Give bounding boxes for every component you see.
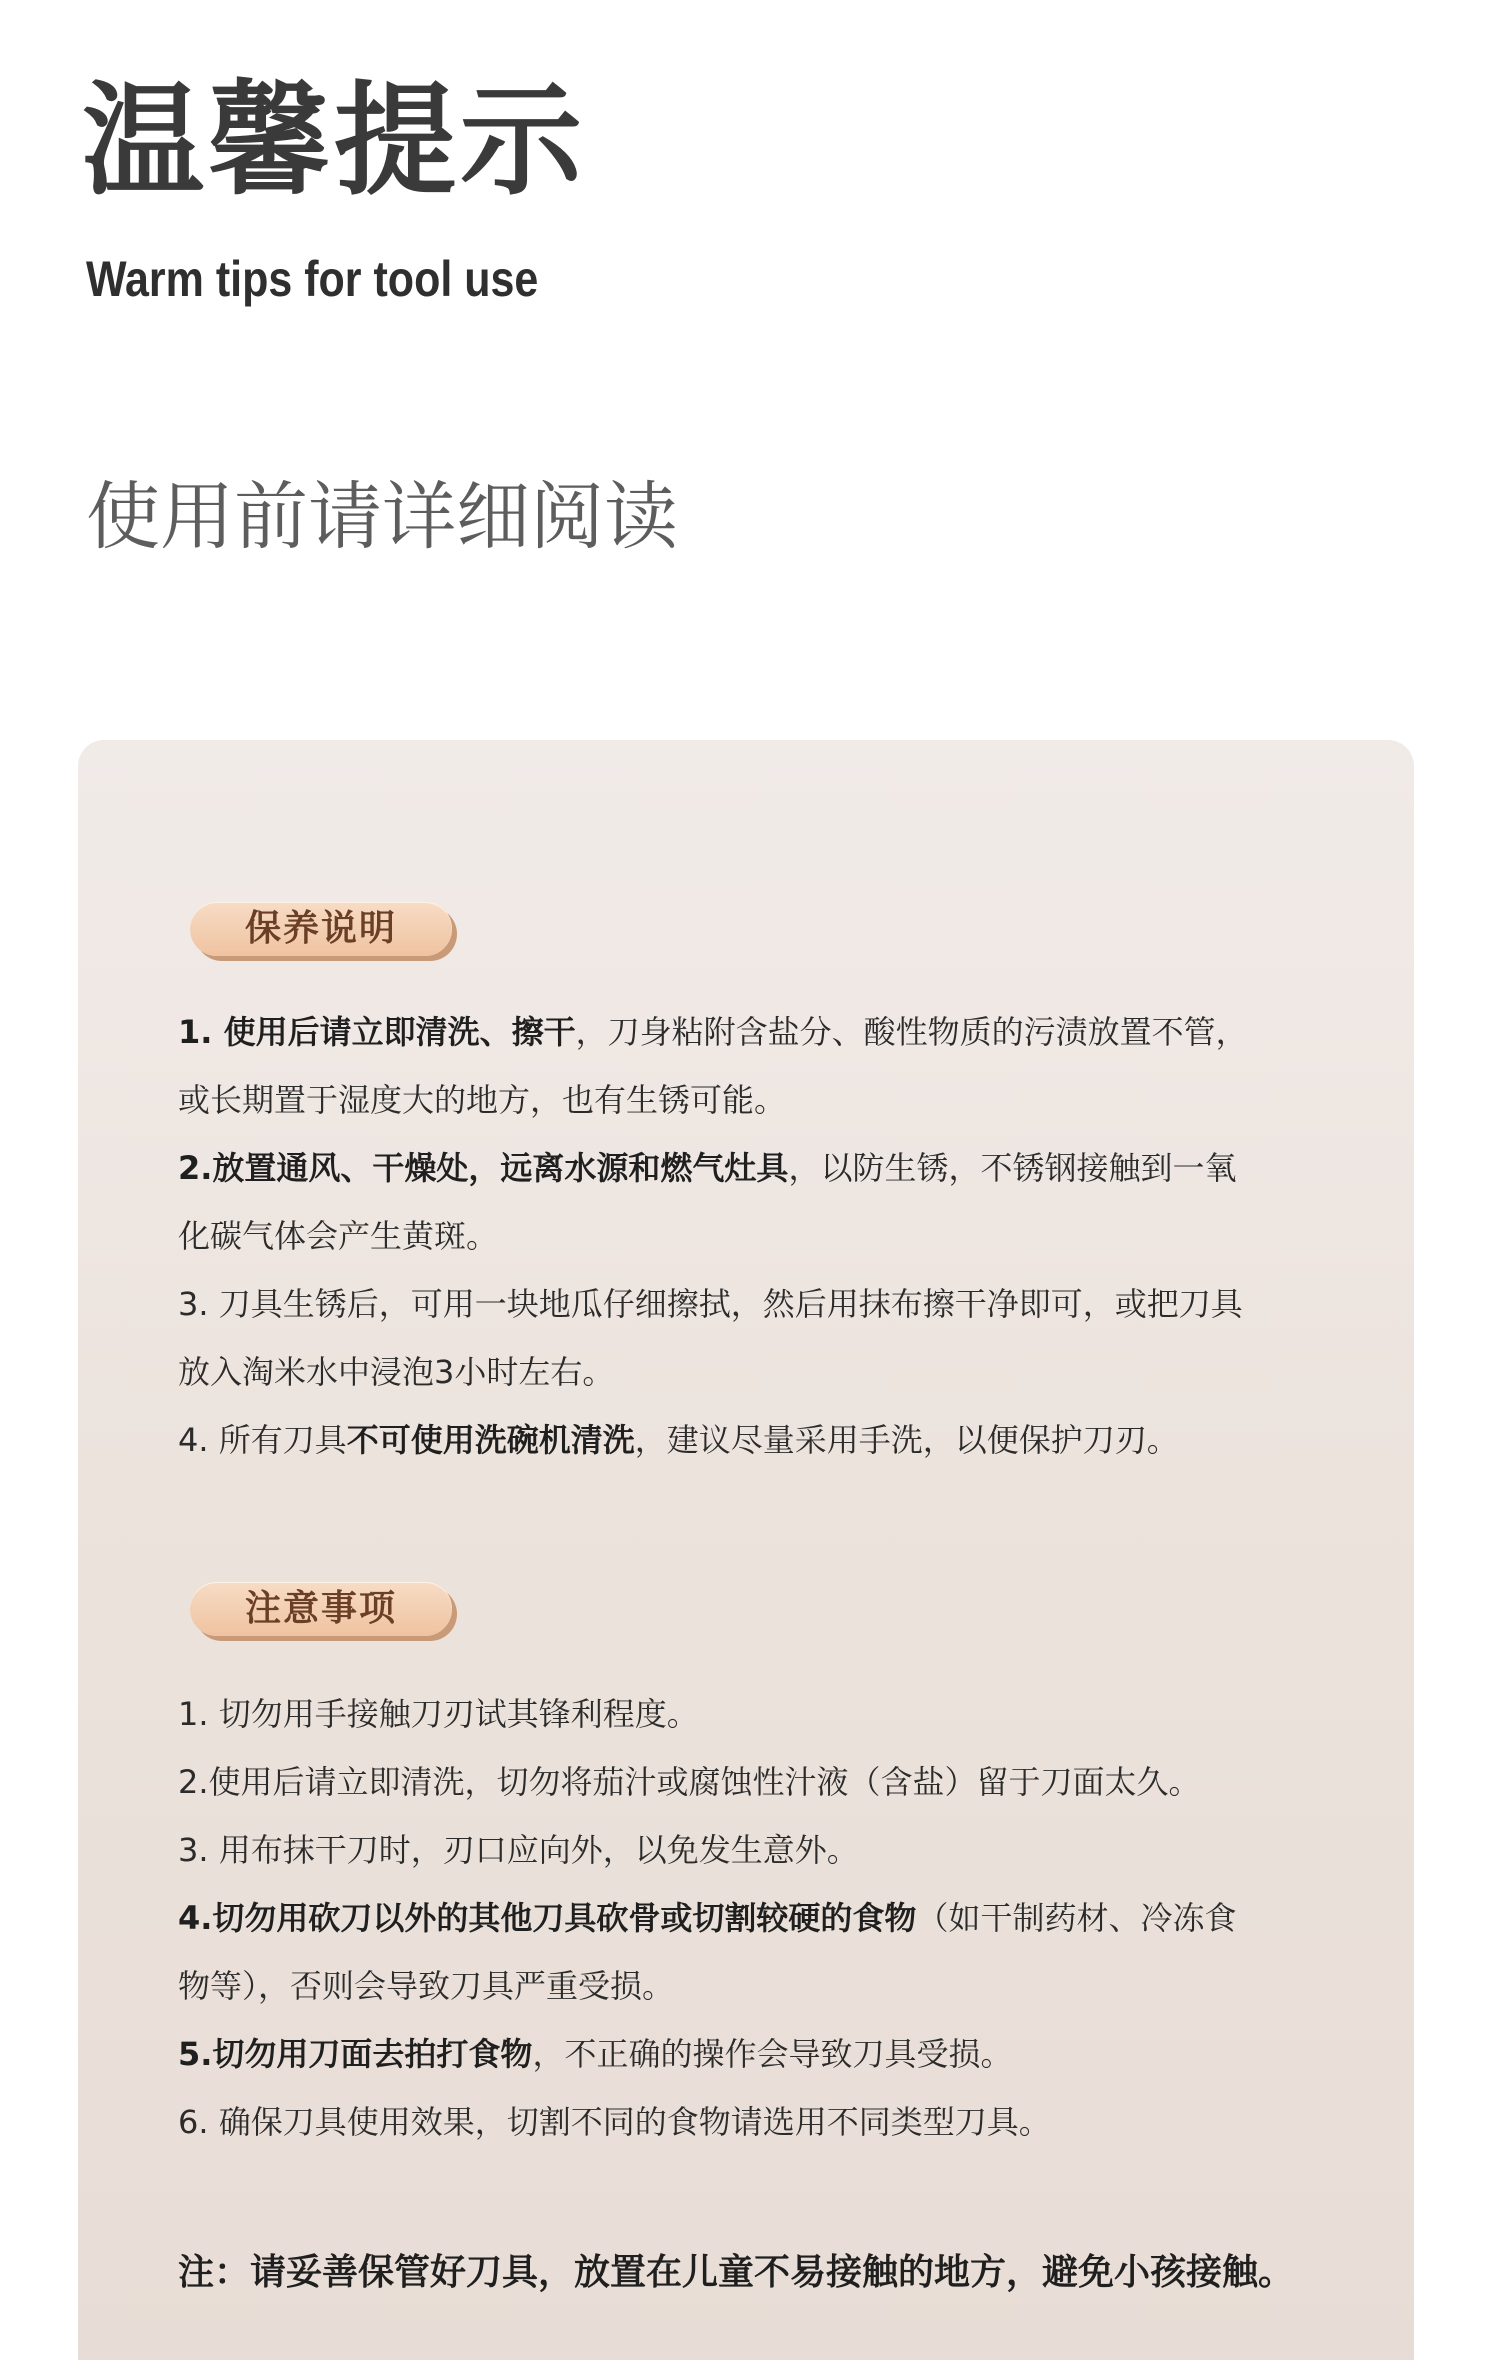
list-item: 或长期置于湿度大的地方，也有生锈可能。 <box>178 1081 787 1119</box>
cautions-label: 注意事项 <box>190 1582 452 1636</box>
list-item: 4. 所有刀具不可使用洗碗机清洗，建议尽量采用手洗，以便保护刀刃。 <box>178 1421 1179 1459</box>
maintenance-list <box>178 998 1378 1474</box>
list-item: 物等），否则会导致刀具严重受损。 <box>178 1967 675 2005</box>
cautions-list <box>178 1680 1378 2156</box>
list-item: 5.切勿用刀面去拍打食物，不正确的操作会导致刀具受损。 <box>178 2035 1013 2073</box>
read-before-use-note: 使用前请详细阅读 <box>86 474 678 560</box>
footer-note: 注：请妥善保管好刀具，放置在儿童不易接触的地方，避免小孩接触。 <box>178 2252 1295 2293</box>
page-title: 温馨提示 <box>82 70 586 212</box>
list-item: 化碳气体会产生黄斑。 <box>178 1217 499 1255</box>
tips-panel <box>78 740 1414 2360</box>
list-item: 1. 使用后请立即清洗、擦干，刀身粘附含盐分、酸性物质的污渍放置不管， <box>178 1013 1248 1051</box>
list-item: 3. 用布抹干刀时，刃口应向外，以免发生意外。 <box>178 1831 859 1869</box>
maintenance-label: 保养说明 <box>190 902 452 956</box>
list-item: 6. 确保刀具使用效果，切割不同的食物请选用不同类型刀具。 <box>178 2103 1051 2141</box>
list-item: 4.切勿用砍刀以外的其他刀具砍骨或切割较硬的食物（如干制药材、冷冻食 <box>178 1899 1237 1937</box>
list-item: 1. 切勿用手接触刀刃试其锋利程度。 <box>178 1695 699 1733</box>
page-subtitle: Warm tips for tool use <box>86 251 539 307</box>
list-item: 3. 刀具生锈后，可用一块地瓜仔细擦拭，然后用抹布擦干净即可，或把刀具 <box>178 1285 1243 1323</box>
list-item: 放入淘米水中浸泡3小时左右。 <box>178 1353 615 1391</box>
list-item: 2.使用后请立即清洗，切勿将茄汁或腐蚀性汁液（含盐）留于刀面太久。 <box>178 1763 1201 1801</box>
list-item: 2.放置通风、干燥处，远离水源和燃气灶具，以防生锈，不锈钢接触到一氧 <box>178 1149 1237 1187</box>
